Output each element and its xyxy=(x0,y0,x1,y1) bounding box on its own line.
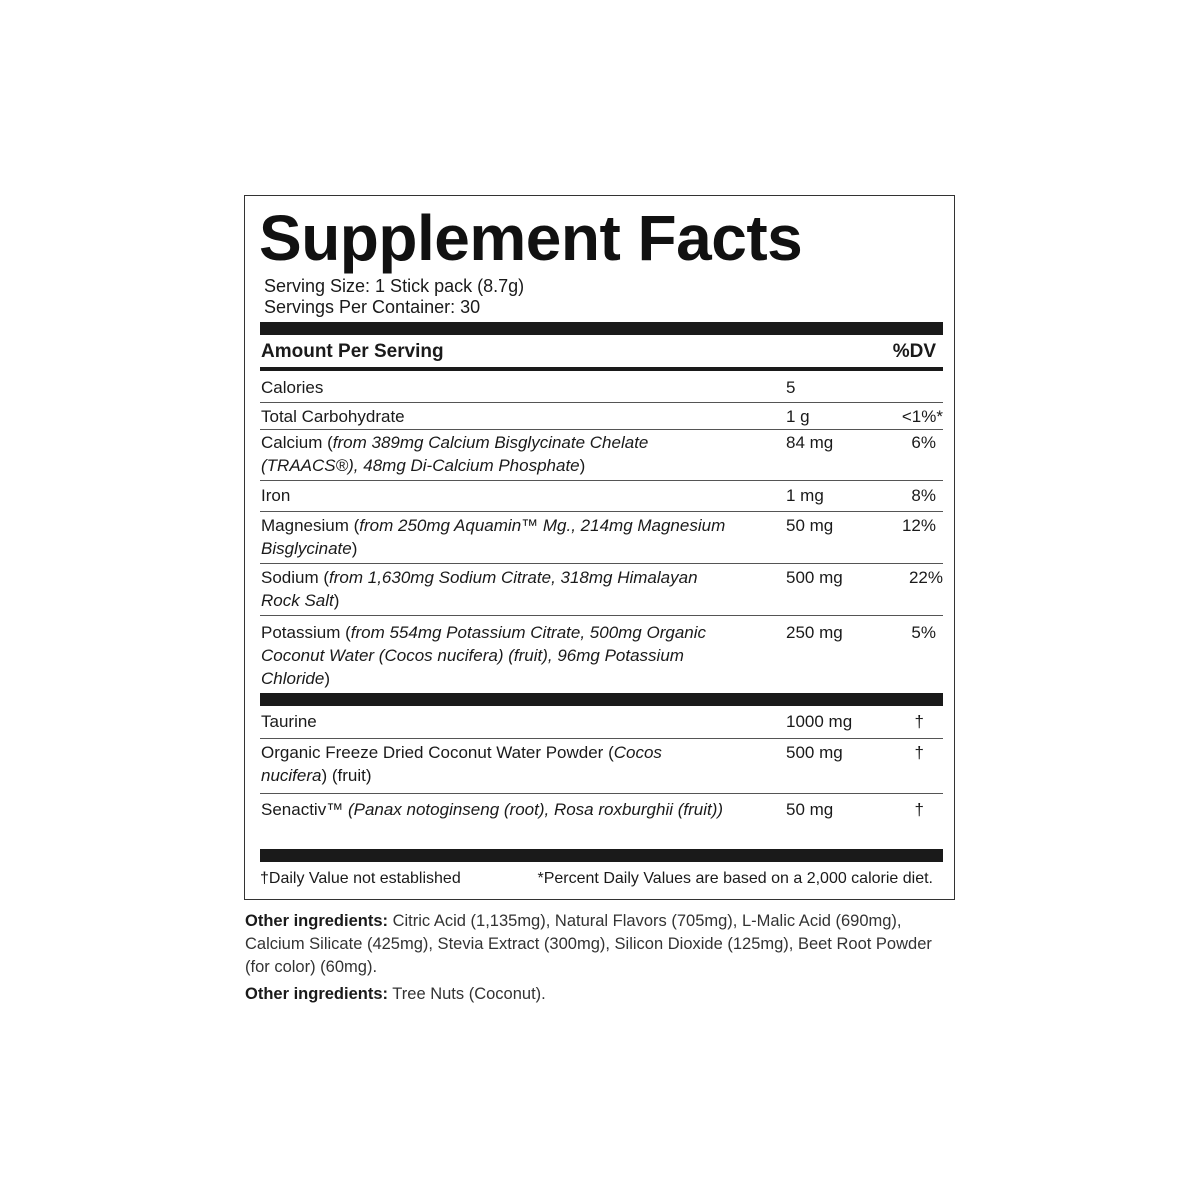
divider-thick xyxy=(260,322,943,335)
nutrient-dv: 5% xyxy=(911,623,936,642)
amount-per-serving-label: Amount Per Serving xyxy=(261,341,444,362)
panel-title: Supplement Facts xyxy=(259,202,803,274)
ingredient-dv: † xyxy=(914,712,924,731)
nutrient-name: Iron xyxy=(261,486,291,505)
nutrient-name: Potassium (from 554mg Potassium Citrate, 500mg Organic Coconut Water (Cocos nucifera) (fruit), 96mg Potassium Chloride) xyxy=(261,623,707,688)
nutrient-name: Calories xyxy=(261,378,324,397)
ingredient-source: Cocos nucifera xyxy=(261,743,662,785)
nutrient-row-magnesium xyxy=(260,514,943,564)
nutrient-amount: 5 xyxy=(786,378,796,397)
ingredient-dv: † xyxy=(914,800,924,819)
ingredient-amount: 50 mg xyxy=(786,800,834,819)
other-ingredients-text: Citric Acid (1,135mg), Natural Flavors (705mg), L-Malic Acid (690mg), Calcium Silicate (425mg), Stevia Extract (300mg), Silicon Dioxide (125mg), Beet Root Powder (for color) (60mg). xyxy=(245,912,932,976)
nutrient-row-carbohydrate xyxy=(260,405,943,430)
nutrient-dv: 22% xyxy=(908,568,943,587)
other-ingredients xyxy=(245,910,945,979)
serving-info xyxy=(264,276,524,318)
divider-medium xyxy=(260,367,943,371)
allergen-ingredients xyxy=(245,983,945,1006)
ingredient-name: Taurine xyxy=(261,712,317,731)
ingredient-name: Organic Freeze Dried Coconut Water Powder (Cocos nucifera) (fruit) xyxy=(261,743,662,785)
nutrient-dv: 6% xyxy=(911,433,936,452)
nutrient-amount: 500 mg xyxy=(786,568,843,587)
supplement-facts-panel xyxy=(244,195,955,900)
servings-per-container: Servings Per Container: 30 xyxy=(264,297,481,317)
amount-per-serving-header xyxy=(261,339,938,365)
footnote-dagger: †Daily Value not established xyxy=(260,870,461,887)
nutrient-row-iron xyxy=(260,484,943,512)
dv-header: %DV xyxy=(892,341,936,362)
ingredient-row-taurine xyxy=(260,710,943,739)
footnote-percent: *Percent Daily Values are based on a 2,000 calorie diet. xyxy=(537,870,933,887)
nutrient-name: Calcium (from 389mg Calcium Bisglycinate Chelate (TRAACS®), 48mg Di-Calcium Phosphate) xyxy=(261,433,649,475)
divider-thick xyxy=(260,849,943,862)
ingredient-amount: 500 mg xyxy=(786,743,843,762)
nutrient-amount: 250 mg xyxy=(786,623,843,642)
nutrient-name: Sodium (from 1,630mg Sodium Citrate, 318mg Himalayan Rock Salt) xyxy=(261,568,698,610)
ingredient-row-senactiv xyxy=(260,798,943,846)
ingredient-name: Senactiv™ (Panax notoginseng (root), Rosa roxburghii (fruit)) xyxy=(261,800,724,819)
nutrient-source: from 1,630mg Sodium Citrate, 318mg Himalayan Rock Salt xyxy=(261,568,698,610)
nutrient-dv: 8% xyxy=(911,486,936,505)
nutrient-row-sodium xyxy=(260,566,943,616)
nutrient-source: from 389mg Calcium Bisglycinate Chelate (TRAACS®), 48mg Di-Calcium Phosphate xyxy=(261,433,649,475)
other-ingredients-label: Other ingredients: xyxy=(245,912,389,930)
nutrient-dv: 12% xyxy=(901,516,936,535)
nutrient-name: Magnesium (from 250mg Aquamin™ Mg., 214mg Magnesium Bisglycinate) xyxy=(261,516,726,558)
serving-size: Serving Size: 1 Stick pack (8.7g) xyxy=(264,276,525,296)
nutrient-row-potassium xyxy=(260,621,943,691)
nutrient-name: Total Carbohydrate xyxy=(261,407,405,426)
nutrient-dv: <1%* xyxy=(901,407,943,426)
nutrient-amount: 1 g xyxy=(786,407,810,426)
nutrient-row-calcium xyxy=(260,431,943,481)
nutrient-amount: 1 mg xyxy=(786,486,824,505)
nutrient-amount: 84 mg xyxy=(786,433,834,452)
nutrient-amount: 50 mg xyxy=(786,516,834,535)
ingredient-row-coconut-water xyxy=(260,741,943,794)
ingredient-source: (Panax notoginseng (root), Rosa roxburghii (fruit)) xyxy=(347,800,724,819)
allergen-ingredients-label: Other ingredients: xyxy=(245,985,389,1003)
ingredient-amount: 1000 mg xyxy=(786,712,853,731)
nutrient-source: from 554mg Potassium Citrate, 500mg Organic Coconut Water (Cocos nucifera) (fruit), 96mg Potassium Chloride xyxy=(261,623,707,688)
divider-thick xyxy=(260,693,943,706)
allergen-ingredients-text: Tree Nuts (Coconut). xyxy=(388,985,546,1003)
nutrient-source: from 250mg Aquamin™ Mg., 214mg Magnesium Bisglycinate xyxy=(261,516,726,558)
nutrient-row-calories xyxy=(260,376,943,403)
ingredient-dv: † xyxy=(914,743,924,762)
